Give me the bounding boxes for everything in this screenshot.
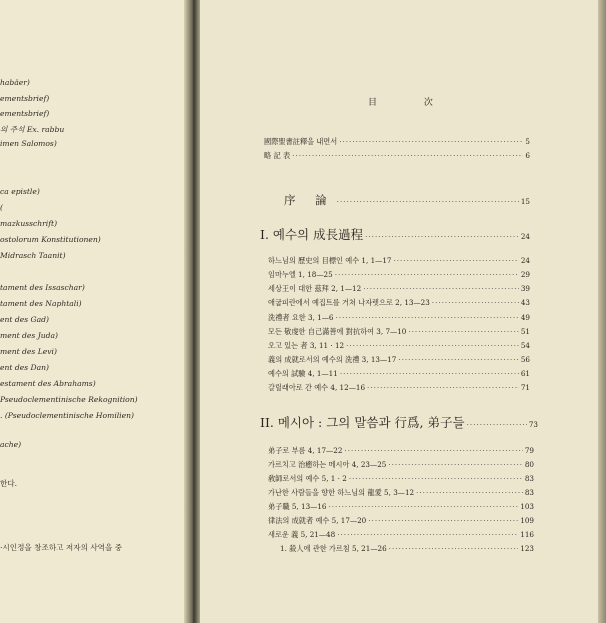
page-title: 目 次	[368, 98, 455, 108]
toc-row	[268, 298, 530, 308]
toc-entry-page: 43	[520, 298, 530, 307]
toc-entry-page: 15	[520, 197, 530, 206]
section-heading: I. 예수의 成長過程	[260, 227, 364, 242]
toc-entry-page: 24	[520, 256, 530, 265]
abbrev-line: . (Pseudoclementinische Homilien)	[0, 411, 134, 420]
toc-entry-text: 새로운 義 5, 21—48	[268, 530, 336, 539]
abbrev-line: estament des Abrahams)	[0, 379, 96, 388]
toc-entry-page: 103	[520, 502, 534, 511]
left-page	[0, 0, 188, 623]
toc-entry-page: 51	[520, 327, 530, 336]
toc-row	[268, 355, 530, 365]
toc-entry-page: 83	[524, 474, 534, 483]
toc-entry-page: 71	[520, 383, 530, 392]
toc-entry-page: 6	[525, 151, 530, 160]
toc-entry-text: 애굽피란에서 예집트를 거쳐 나자렛으로 2, 13—23	[268, 298, 430, 307]
abbrev-line: ment des Juda)	[0, 331, 59, 340]
toc-entry-text: 예수의 試驗 4, 1—11	[268, 369, 338, 378]
toc-entry-text: 律法의 成就者 예수 5, 17—20	[268, 516, 367, 525]
toc-entry-text: 1. 殺人에 관한 가르침 5, 21—26	[280, 544, 387, 553]
abbrev-line: tament des Issaschar)	[0, 283, 85, 292]
toc-entry-text: 敎師로서의 예수 5, 1 · 2	[268, 474, 347, 483]
toc-entry-text: 하느님의 歷史의 目標인 예수 1, 1—17	[268, 256, 392, 265]
toc-entry-text: 義의 成就로서의 예수의 洗禮 3, 13—17	[268, 355, 397, 364]
page-edge	[598, 0, 606, 623]
abbrev-line: Pseudoclementinische Rekognition)	[0, 395, 138, 404]
abbrev-line: Midrasch Taanit)	[0, 251, 66, 260]
toc-row	[268, 369, 530, 379]
abbrev-line: 의 주석 Ex. rabbu	[0, 125, 65, 134]
toc-entry-page: 73	[528, 420, 538, 429]
toc-entry-page: 109	[520, 516, 534, 525]
abbrev-line: ent des Gad)	[0, 315, 49, 324]
toc-entry-page: 83	[524, 488, 534, 497]
toc-section-row	[260, 413, 538, 431]
toc-entry-page: 79	[524, 446, 534, 455]
toc-row	[268, 460, 534, 470]
toc-row	[268, 530, 534, 540]
toc-entry-text: 모든 敬虔한 自己滿善에 對抗하여 3, 7—10	[268, 327, 407, 336]
toc-row	[268, 284, 530, 294]
section-heading: II. 메시아 : 그의 말씀과 行爲, 弟子들	[260, 415, 465, 430]
right-page	[200, 0, 598, 623]
toc-entry-text: 洗禮者 요한 3, 1—6	[268, 313, 334, 322]
toc-row	[268, 516, 534, 526]
abbrev-line: imen Salomos)	[0, 139, 57, 148]
left-note: 한다.	[0, 479, 18, 488]
toc-entry-page: 24	[520, 232, 530, 241]
toc-row	[268, 383, 530, 393]
toc-row	[268, 313, 530, 323]
toc-row	[268, 474, 534, 484]
toc-entry-text: 오고 있는 者 3, 11 · 12	[268, 341, 345, 350]
toc-entry-page: 49	[520, 313, 530, 322]
toc-row	[268, 446, 534, 456]
abbrev-line: ent des Dan)	[0, 363, 49, 372]
toc-entry-page: 56	[520, 355, 530, 364]
abbrev-line: ca epistle)	[0, 187, 40, 196]
toc-entry-text: 가난한 사람들을 향한 하느님의 龍愛 5, 3—12	[268, 488, 415, 497]
abbrev-line: ment des Levi)	[0, 347, 57, 356]
toc-entry-page: 80	[524, 460, 534, 469]
toc-row	[268, 327, 530, 337]
abbrev-line: (	[0, 203, 3, 212]
toc-row	[268, 270, 530, 280]
toc-entry-page: 39	[520, 284, 530, 293]
toc-entry-page: 61	[520, 369, 530, 378]
toc-entry-text: 세상王이 대한 茲拜 2, 1—12	[268, 284, 362, 293]
toc-entry-page: 116	[520, 530, 534, 539]
toc-row	[268, 256, 530, 266]
toc-entry-text: 임마누엘 1, 18—25	[268, 270, 333, 279]
toc-entry-page: 5	[525, 137, 530, 146]
toc-intro-text: 序 論	[284, 193, 335, 207]
toc-row	[268, 502, 534, 512]
toc-row	[264, 151, 530, 161]
abbrev-line: ache)	[0, 440, 22, 449]
toc-row	[268, 341, 530, 351]
toc-entry-page: 29	[520, 270, 530, 279]
abbrev-line: habäer)	[0, 78, 30, 87]
abbrev-line: mazkusschrift)	[0, 219, 58, 228]
abbrev-line: tament des Naphtali)	[0, 299, 82, 308]
toc-entry-text: 弟子職 5, 13—16	[268, 502, 327, 511]
toc-entry-text: 國際聖書註釋을 내면서	[264, 137, 338, 146]
left-note: ·시인정을 창조하고 저자의 사역을 중	[0, 543, 123, 552]
toc-entry-text: 갈릴래아로 간 예수 4, 12—16	[268, 383, 366, 392]
toc-row	[280, 544, 534, 554]
toc-entry-text: 弟子로 부름 4, 17—22	[268, 446, 343, 455]
abbrev-line: ementsbrief)	[0, 109, 50, 118]
abbrev-line: ostolorum Konstitutionen)	[0, 235, 101, 244]
toc-entry-page: 123	[520, 544, 534, 553]
abbrev-line: ementsbrief)	[0, 94, 50, 103]
toc-entry-page: 54	[520, 341, 530, 350]
toc-intro-row	[284, 192, 530, 208]
toc-section-row	[260, 225, 530, 243]
toc-row	[268, 488, 534, 498]
toc-row	[264, 137, 530, 147]
toc-entry-text: 가르치고 治癒하는 메시아 4, 23—25	[268, 460, 387, 469]
toc-entry-text: 略 記 表	[264, 151, 291, 160]
